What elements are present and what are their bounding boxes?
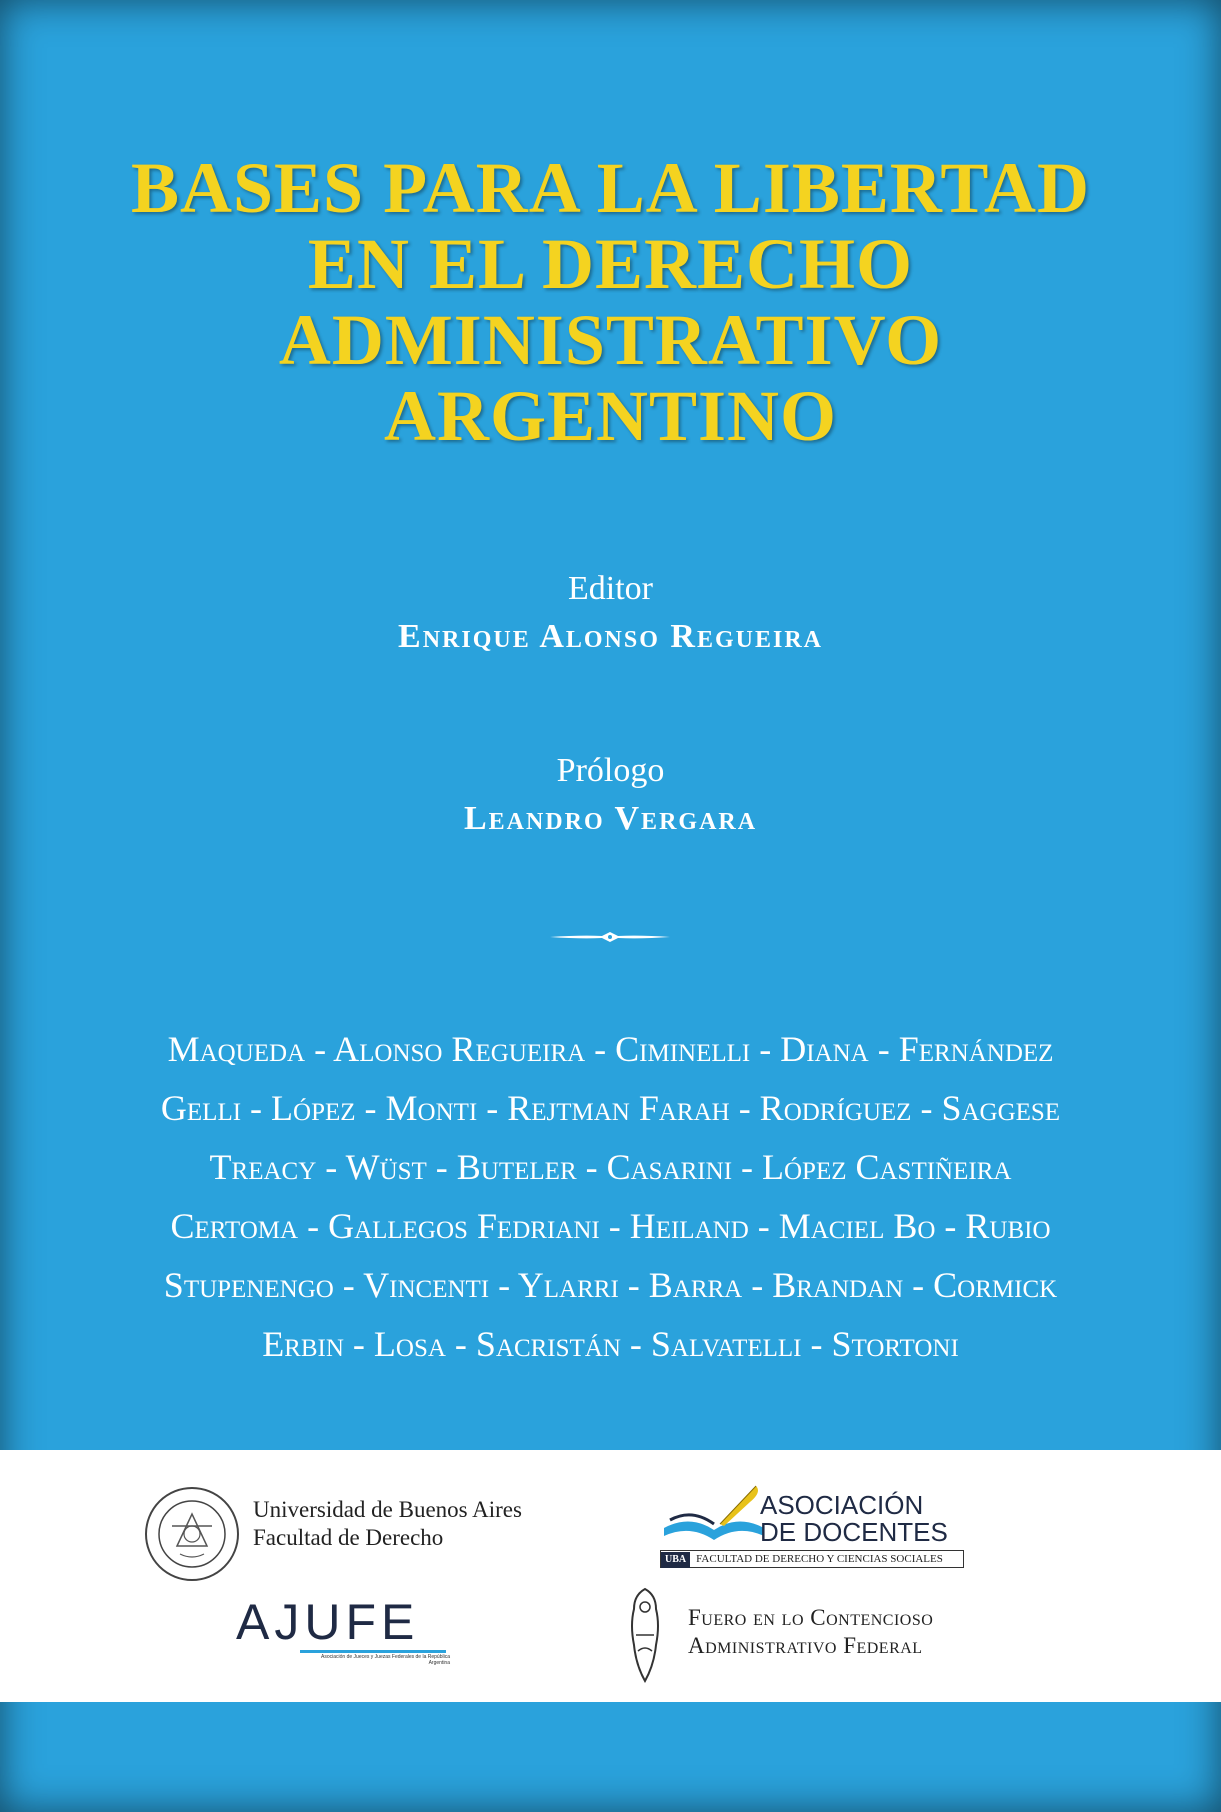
title-line: EN EL DERECHO [307, 224, 914, 304]
authors-line: Treacy - Wüst - Buteler - Casarini - López Castiñeira [209, 1147, 1012, 1187]
docentes-line: ASOCIACIÓN [760, 1490, 924, 1520]
authors-line: Gelli - López - Monti - Rejtman Farah - Rodríguez - Saggese [160, 1088, 1061, 1128]
docentes-faculty-bar [660, 1550, 964, 1568]
docentes-bar-tag: UBA [661, 1552, 690, 1568]
editor-label: Editor [568, 570, 653, 607]
ajufe-subtitle: Asociación de Jueces y Juezas Federales de la República Argentina [321, 1654, 450, 1666]
uba-logo-text [253, 1496, 522, 1552]
ajufe-name: AJUFE [236, 1594, 420, 1650]
docentes-line: DE DOCENTES [760, 1517, 948, 1547]
authors-line: Erbin - Losa - Sacristán - Salvatelli - Stortoni [262, 1324, 959, 1364]
docentes-logo [660, 1484, 970, 1584]
docentes-name [760, 1492, 948, 1546]
ajufe-logo [236, 1594, 450, 1668]
book-title [0, 150, 1221, 454]
book-quill-icon [660, 1484, 770, 1548]
uba-line: Facultad de Derecho [253, 1525, 444, 1550]
ornament-divider [550, 930, 670, 944]
prologue-label: Prólogo [556, 752, 665, 789]
ajufe-underline [300, 1650, 446, 1653]
uba-line: Universidad de Buenos Aires [253, 1497, 522, 1522]
editor-name: Enrique Alonso Regueira [398, 618, 823, 655]
fuero-line: Administrativo Federal [688, 1633, 923, 1658]
authors-line: Stupenengo - Vincenti - Ylarri - Barra - Brandan - Cormick [163, 1265, 1058, 1305]
fuero-line: Fuero en lo Contencioso [688, 1605, 934, 1630]
coat-of-arms-icon [626, 1585, 664, 1685]
docentes-bar-text: FACULTAD DE DERECHO Y CIENCIAS SOCIALES [696, 1553, 943, 1565]
authors-line: Maqueda - Alonso Regueira - Ciminelli - Diana - Fernández [167, 1029, 1054, 1069]
authors-line: Certoma - Gallegos Fedriani - Heiland - Maciel Bo - Rubio [170, 1206, 1051, 1246]
fuero-logo-text [688, 1604, 933, 1660]
title-line: BASES PARA LA LIBERTAD [130, 148, 1091, 228]
title-line: ADMINISTRATIVO [278, 300, 943, 380]
prologue-author-name: Leandro Vergara [463, 800, 758, 837]
uba-seal-icon [142, 1484, 242, 1584]
authors-list [0, 1020, 1221, 1374]
title-line: ARGENTINO [383, 376, 838, 456]
